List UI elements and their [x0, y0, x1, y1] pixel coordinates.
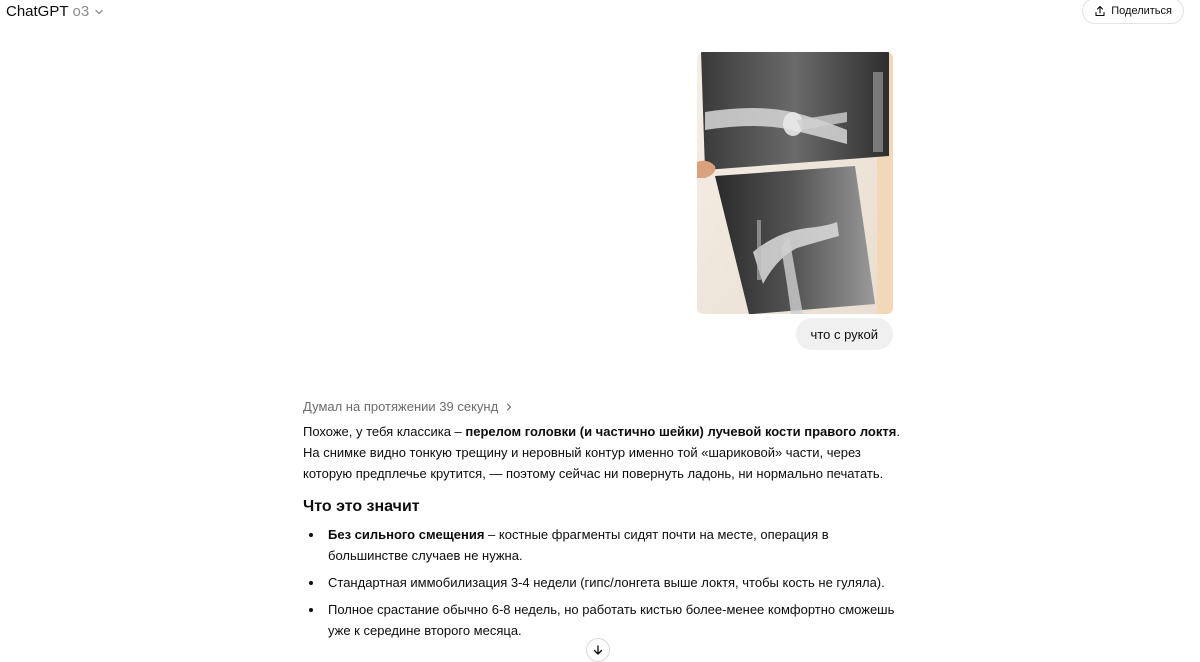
chevron-down-icon	[93, 6, 105, 18]
model-switcher[interactable]	[6, 3, 105, 20]
bullet-bold: Без сильного смещения	[328, 527, 485, 542]
thought-label: Думал на протяжении 39 секунд	[303, 399, 499, 414]
model-name: o3	[72, 3, 90, 20]
list-item	[303, 524, 903, 566]
scroll-to-bottom-button[interactable]	[586, 638, 610, 662]
share-icon	[1094, 5, 1106, 17]
intro-bold: перелом головки (и частично шейки) лучевой кости правого локтя	[465, 424, 897, 439]
chevron-right-icon	[504, 402, 514, 412]
share-label: Поделиться	[1111, 5, 1172, 17]
user-message-bubble	[796, 318, 893, 350]
arrow-down-icon	[592, 644, 604, 656]
bullet-text: Полное срастание обычно 6‑8 недель, но работать кистью более‑менее комфортно сможешь уже к середине второго месяца.	[328, 602, 895, 638]
intro-end: .	[896, 424, 900, 439]
thought-duration-toggle[interactable]	[303, 399, 514, 414]
list-item	[303, 599, 903, 641]
answer-intro	[303, 421, 903, 442]
list-item	[303, 572, 903, 593]
section-heading: Что это значит	[303, 498, 420, 515]
intro-text: Похоже, у тебя классика –	[303, 424, 466, 439]
bullet-text: Стандартная иммобилизация 3‑4 недели (гипс/лонгета выше локтя, чтобы кость не гуляла).	[328, 575, 885, 590]
app-name: ChatGPT	[6, 3, 69, 20]
uploaded-xray-image[interactable]	[697, 52, 893, 314]
top-bar	[0, 0, 1200, 24]
bullet-text: – костные фрагменты сидят почти на месте, операция в большинстве случаев не нужна.	[328, 527, 829, 563]
xray-photo	[697, 52, 893, 314]
assistant-message	[303, 421, 903, 647]
bullet-list	[303, 524, 903, 641]
share-button[interactable]	[1082, 0, 1184, 24]
answer-line-2: На снимке видно тонкую трещину и неровный контур именно той «шариковой» части, через которую предплечье крутится, — поэтому сейчас ни повернуть ладонь, ни нормально печатать.	[303, 445, 884, 481]
user-message-text: что с рукой	[810, 326, 878, 342]
